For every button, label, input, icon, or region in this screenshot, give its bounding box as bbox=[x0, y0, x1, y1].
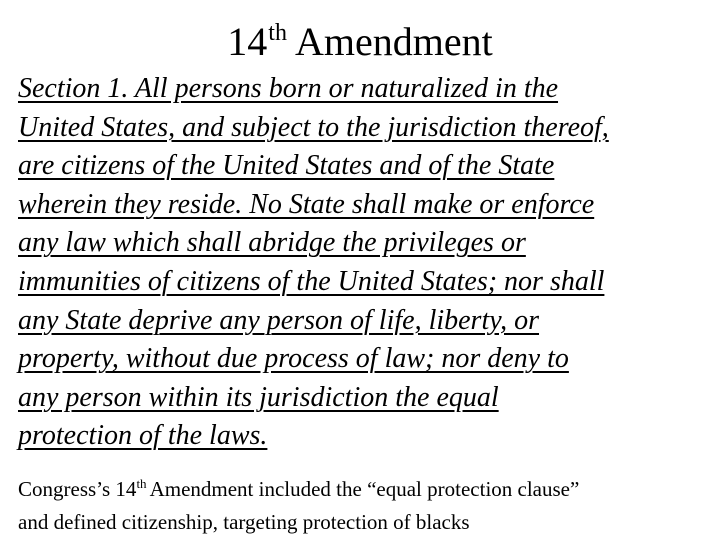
footer-line-2: and defined citizenship, targeting protection of blacks bbox=[18, 510, 470, 534]
footer-superscript: th bbox=[136, 476, 147, 491]
section-line: any law which shall abridge the privileges or bbox=[18, 227, 526, 259]
section-line: protection of the laws. bbox=[18, 420, 268, 452]
footer-text-after: Amendment included the “equal protection clause” bbox=[149, 477, 580, 501]
section-line: wherein they reside. No State shall make or enforce bbox=[18, 188, 595, 220]
footer-text-before: Congress’s 14 bbox=[18, 477, 137, 501]
section-line: any State deprive any person of life, liberty, or bbox=[18, 304, 540, 336]
title-text: Amendment bbox=[294, 19, 493, 64]
section-line: are citizens of the United States and of the State bbox=[18, 150, 555, 182]
section-line: Section 1. All persons born or naturalized in the bbox=[18, 73, 559, 104]
section-line: immunities of citizens of the United States; nor shall bbox=[18, 265, 605, 297]
section-1-text bbox=[18, 70, 710, 456]
section-line: any person within its jurisdiction the equal bbox=[18, 381, 499, 413]
footer-note bbox=[18, 474, 710, 537]
footer-line-1 bbox=[18, 474, 710, 507]
slide-title bbox=[0, 18, 720, 72]
section-line: property, without due process of law; nor deny to bbox=[18, 343, 569, 375]
title-superscript: th bbox=[268, 20, 287, 46]
title-number: 14 bbox=[227, 19, 268, 64]
section-line: United States, and subject to the jurisdiction thereof, bbox=[18, 111, 609, 143]
